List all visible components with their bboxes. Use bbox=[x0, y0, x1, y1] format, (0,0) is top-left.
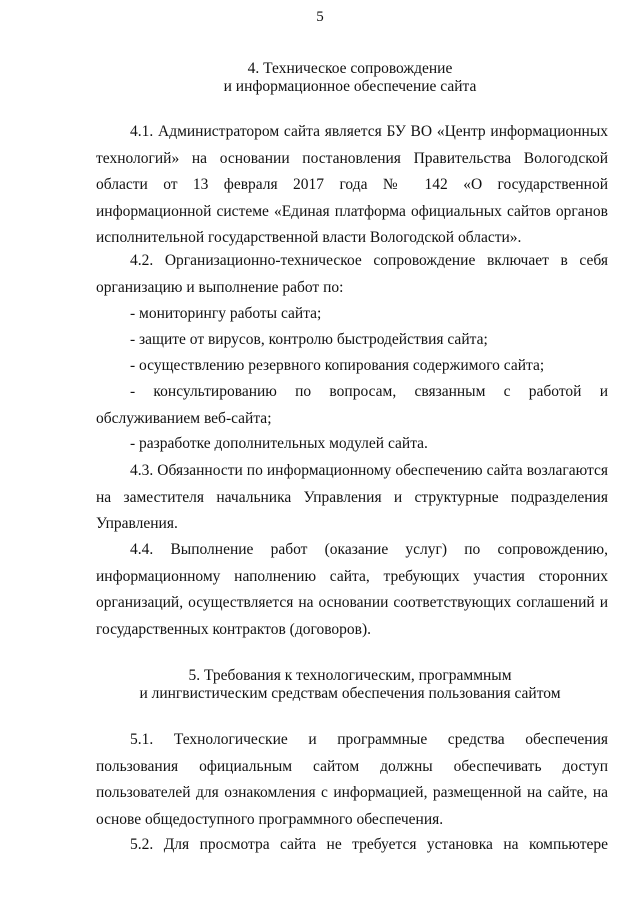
list-item-modules: - разработке дополнительных модулей сайта. bbox=[130, 435, 428, 452]
section-5-title-line-1: 5. Требования к технологическим, программным bbox=[188, 667, 512, 684]
paragraph-4-1: 4.1. Администратором сайта является БУ ВО «Центр информационных технологий» на основании постановления Правительства Вологодской области от 13 февраля 2017 года № 142 «О государственной информационной системе «Единая платформа официальных сайтов органов исполнительной государственной власти Вологодской области». bbox=[96, 123, 608, 246]
section-5-heading bbox=[80, 667, 620, 703]
list-item-virus-protection: - защите от вирусов, контролю быстродействия сайта; bbox=[130, 331, 488, 348]
paragraph-4-2: 4.2. Организационно-техническое сопровождение включает в себя организацию и выполнение работ по: bbox=[96, 252, 608, 296]
section-5-title-line-2: и лингвистическим средствам обеспечения пользования сайтом bbox=[139, 685, 561, 702]
paragraph-4-3: 4.3. Обязанности по информационному обеспечению сайта возлагаются на заместителя начальника Управления и структурные подразделения Управления. bbox=[96, 462, 608, 532]
list-item-consulting: - консультированию по вопросам, связанным с работой и обслуживанием веб-сайта; bbox=[96, 383, 608, 427]
section-4-title-line-1: 4. Техническое сопровождение bbox=[247, 60, 453, 77]
section-4-title-line-2: и информационное обеспечение сайта bbox=[223, 78, 477, 95]
paragraph-5-1: 5.1. Технологические и программные средства обеспечения пользования официальным сайтом должны обеспечивать доступ пользователей для ознакомления с информацией, размещенной на сайте, на основе общедоступного программного обеспечения. bbox=[96, 731, 608, 828]
section-4-heading bbox=[80, 60, 620, 96]
paragraph-5-2: 5.2. Для просмотра сайта не требуется установка на компьютере bbox=[130, 836, 608, 853]
paragraph-4-4: 4.4. Выполнение работ (оказание услуг) по сопровождению, информационному наполнению сайта, требующих участия сторонних организаций, осуществляется на основании соответствующих соглашений и государственных контрактов (договоров). bbox=[96, 541, 608, 638]
list-item-backup: - осуществлению резервного копирования содержимого сайта; bbox=[130, 357, 545, 374]
page-number: 5 bbox=[316, 9, 324, 25]
list-item-monitoring: - мониторингу работы сайта; bbox=[130, 305, 322, 322]
